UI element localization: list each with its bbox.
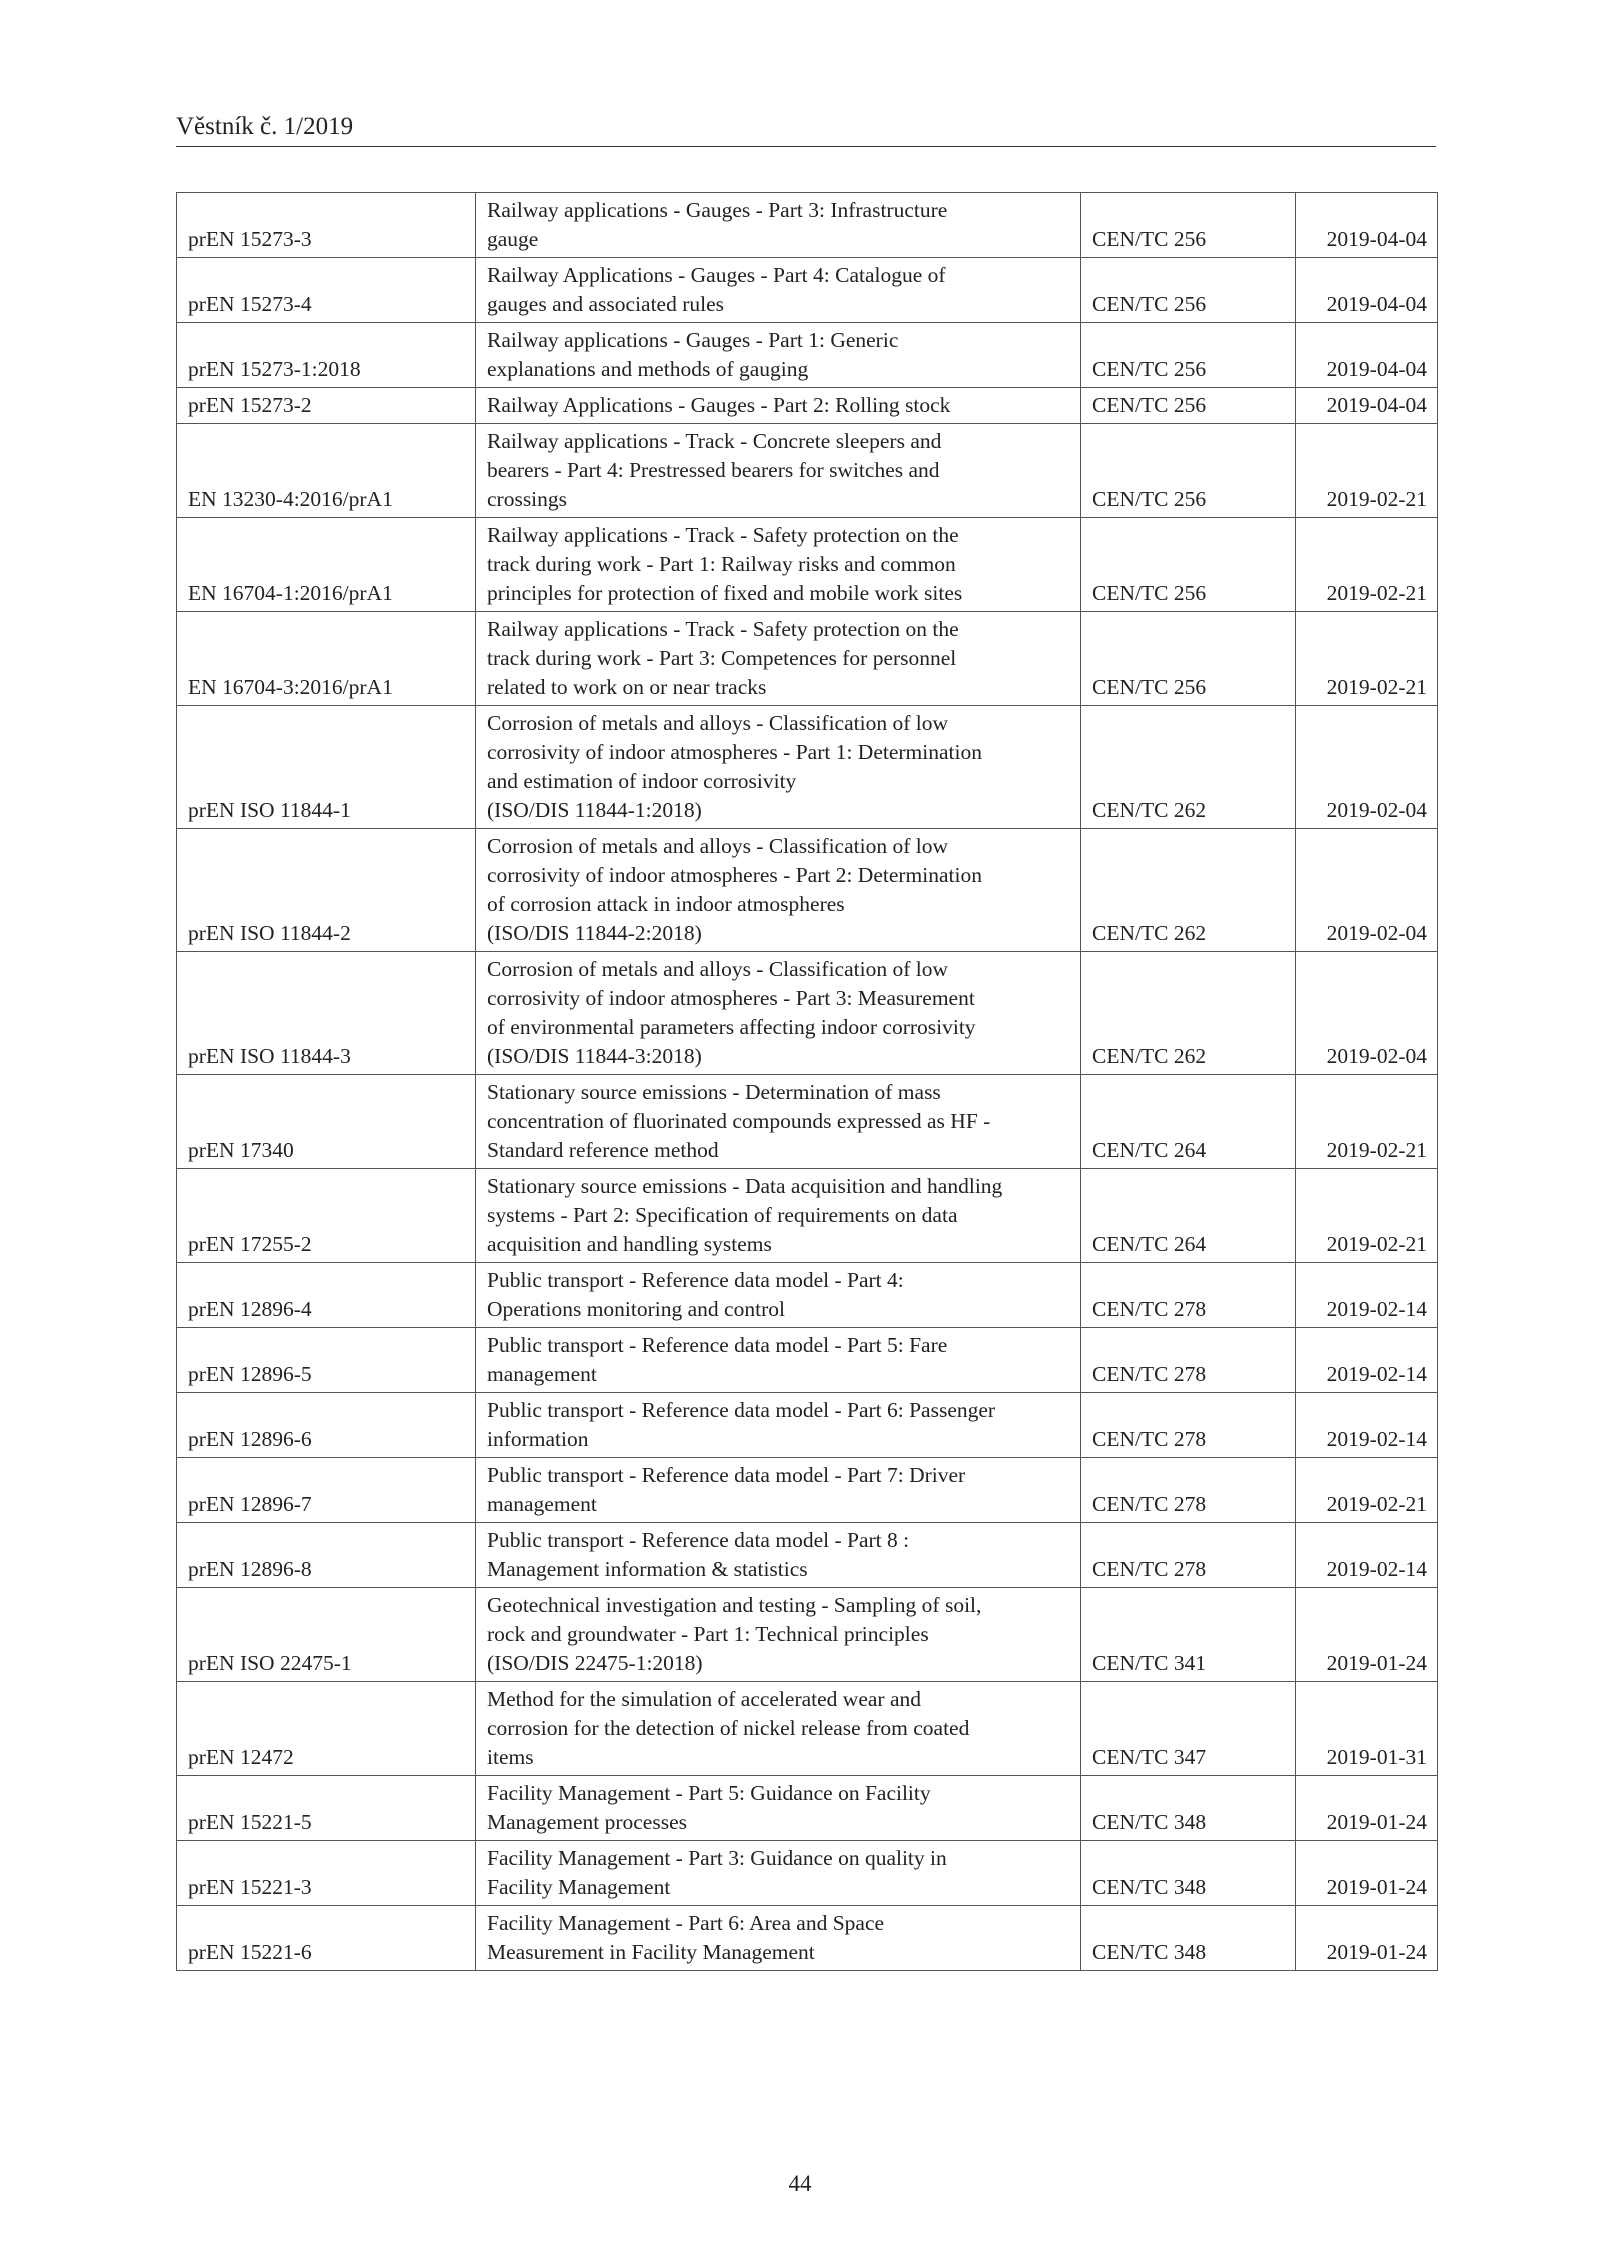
committee-cell: CEN/TC 341: [1081, 1588, 1296, 1682]
date-cell: 2019-04-04: [1296, 323, 1438, 388]
table-row: [177, 1328, 1438, 1393]
standard-title-cell: Geotechnical investigation and testing - Sampling of soil, rock and groundwater - Part 1: Technical principles (ISO/DIS 22475-1:2018): [476, 1588, 1081, 1682]
committee-cell: CEN/TC 256: [1081, 193, 1296, 258]
standard-code-cell: EN 16704-3:2016/prA1: [177, 612, 476, 706]
date-cell: 2019-02-14: [1296, 1393, 1438, 1458]
standards-table-body: [177, 193, 1438, 1971]
date-cell: 2019-04-04: [1296, 258, 1438, 323]
table-row: [177, 1393, 1438, 1458]
standard-title-cell: Railway applications - Track - Concrete sleepers and bearers - Part 4: Prestressed bearers for switches and crossings: [476, 424, 1081, 518]
date-cell: 2019-02-21: [1296, 1458, 1438, 1523]
table-row: [177, 829, 1438, 952]
date-cell: 2019-01-31: [1296, 1682, 1438, 1776]
table-row: [177, 1682, 1438, 1776]
standard-title-cell: Method for the simulation of accelerated wear and corrosion for the detection of nickel release from coated items: [476, 1682, 1081, 1776]
standard-title-cell: Stationary source emissions - Determination of mass concentration of fluorinated compounds expressed as HF - Standard reference method: [476, 1075, 1081, 1169]
standard-code-cell: prEN 15273-1:2018: [177, 323, 476, 388]
standard-title-cell: Facility Management - Part 3: Guidance on quality in Facility Management: [476, 1841, 1081, 1906]
table-row: [177, 258, 1438, 323]
standard-code-cell: prEN 15221-3: [177, 1841, 476, 1906]
date-cell: 2019-02-21: [1296, 612, 1438, 706]
standard-title-cell: Railway Applications - Gauges - Part 4: Catalogue of gauges and associated rules: [476, 258, 1081, 323]
committee-cell: CEN/TC 348: [1081, 1776, 1296, 1841]
date-cell: 2019-04-04: [1296, 388, 1438, 424]
committee-cell: CEN/TC 256: [1081, 323, 1296, 388]
table-row: [177, 1776, 1438, 1841]
committee-cell: CEN/TC 256: [1081, 424, 1296, 518]
date-cell: 2019-02-14: [1296, 1523, 1438, 1588]
standard-title-cell: Public transport - Reference data model - Part 4: Operations monitoring and control: [476, 1263, 1081, 1328]
standard-code-cell: prEN 12896-7: [177, 1458, 476, 1523]
table-row: [177, 1263, 1438, 1328]
table-row: [177, 388, 1438, 424]
committee-cell: CEN/TC 347: [1081, 1682, 1296, 1776]
standard-title-cell: Railway Applications - Gauges - Part 2: Rolling stock: [476, 388, 1081, 424]
date-cell: 2019-01-24: [1296, 1906, 1438, 1971]
standard-code-cell: prEN 12472: [177, 1682, 476, 1776]
table-row: [177, 518, 1438, 612]
standard-title-cell: Public transport - Reference data model - Part 8 : Management information & statistics: [476, 1523, 1081, 1588]
committee-cell: CEN/TC 256: [1081, 518, 1296, 612]
standard-code-cell: prEN 15273-3: [177, 193, 476, 258]
standard-code-cell: EN 13230-4:2016/prA1: [177, 424, 476, 518]
table-row: [177, 612, 1438, 706]
table-row: [177, 1523, 1438, 1588]
date-cell: 2019-02-21: [1296, 424, 1438, 518]
standard-code-cell: prEN 17340: [177, 1075, 476, 1169]
standard-code-cell: prEN ISO 11844-3: [177, 952, 476, 1075]
table-row: [177, 1458, 1438, 1523]
standard-title-cell: Corrosion of metals and alloys - Classification of low corrosivity of indoor atmospheres - Part 3: Measurement of environmental parameters affecting indoor corrosivity (ISO/DIS 11844-3:2018): [476, 952, 1081, 1075]
table-row: [177, 1169, 1438, 1263]
standard-code-cell: prEN 15221-6: [177, 1906, 476, 1971]
standard-title-cell: Railway applications - Gauges - Part 1: Generic explanations and methods of gauging: [476, 323, 1081, 388]
standard-title-cell: Public transport - Reference data model - Part 5: Fare management: [476, 1328, 1081, 1393]
date-cell: 2019-02-14: [1296, 1328, 1438, 1393]
standard-title-cell: Corrosion of metals and alloys - Classification of low corrosivity of indoor atmospheres - Part 1: Determination and estimation of indoor corrosivity (ISO/DIS 11844-1:2018): [476, 706, 1081, 829]
standard-code-cell: EN 16704-1:2016/prA1: [177, 518, 476, 612]
date-cell: 2019-02-04: [1296, 952, 1438, 1075]
standard-code-cell: prEN 12896-4: [177, 1263, 476, 1328]
table-row: [177, 706, 1438, 829]
standard-title-cell: Corrosion of metals and alloys - Classification of low corrosivity of indoor atmospheres - Part 2: Determination of corrosion attack in indoor atmospheres (ISO/DIS 11844-2:2018): [476, 829, 1081, 952]
standard-code-cell: prEN 12896-6: [177, 1393, 476, 1458]
standard-title-cell: Facility Management - Part 6: Area and Space Measurement in Facility Management: [476, 1906, 1081, 1971]
date-cell: 2019-02-14: [1296, 1263, 1438, 1328]
date-cell: 2019-01-24: [1296, 1776, 1438, 1841]
journal-title: Věstník č. 1/2019: [176, 113, 354, 140]
committee-cell: CEN/TC 256: [1081, 258, 1296, 323]
date-cell: 2019-02-04: [1296, 829, 1438, 952]
committee-cell: CEN/TC 348: [1081, 1906, 1296, 1971]
standard-code-cell: prEN ISO 11844-2: [177, 829, 476, 952]
standard-code-cell: prEN 15273-2: [177, 388, 476, 424]
committee-cell: CEN/TC 256: [1081, 612, 1296, 706]
committee-cell: CEN/TC 256: [1081, 388, 1296, 424]
committee-cell: CEN/TC 278: [1081, 1328, 1296, 1393]
committee-cell: CEN/TC 278: [1081, 1523, 1296, 1588]
committee-cell: CEN/TC 348: [1081, 1841, 1296, 1906]
table-row: [177, 193, 1438, 258]
standard-title-cell: Railway applications - Gauges - Part 3: Infrastructure gauge: [476, 193, 1081, 258]
committee-cell: CEN/TC 278: [1081, 1458, 1296, 1523]
table-row: [177, 1906, 1438, 1971]
date-cell: 2019-01-24: [1296, 1841, 1438, 1906]
date-cell: 2019-02-04: [1296, 706, 1438, 829]
page-header: [176, 112, 1436, 147]
standard-title-cell: Railway applications - Track - Safety protection on the track during work - Part 3: Competences for personnel related to work on or near tracks: [476, 612, 1081, 706]
date-cell: 2019-02-21: [1296, 518, 1438, 612]
table-row: [177, 424, 1438, 518]
table-row: [177, 1075, 1438, 1169]
date-cell: 2019-02-21: [1296, 1075, 1438, 1169]
committee-cell: CEN/TC 278: [1081, 1393, 1296, 1458]
standard-code-cell: prEN 12896-8: [177, 1523, 476, 1588]
standard-code-cell: prEN ISO 22475-1: [177, 1588, 476, 1682]
committee-cell: CEN/TC 262: [1081, 829, 1296, 952]
table-row: [177, 1841, 1438, 1906]
page-number: 44: [788, 2171, 812, 2196]
standard-code-cell: prEN 15221-5: [177, 1776, 476, 1841]
standard-title-cell: Public transport - Reference data model - Part 6: Passenger information: [476, 1393, 1081, 1458]
committee-cell: CEN/TC 264: [1081, 1075, 1296, 1169]
table-row: [177, 1588, 1438, 1682]
committee-cell: CEN/TC 264: [1081, 1169, 1296, 1263]
standard-code-cell: prEN 17255-2: [177, 1169, 476, 1263]
standard-title-cell: Stationary source emissions - Data acquisition and handling systems - Part 2: Specification of requirements on data acquisition and handling systems: [476, 1169, 1081, 1263]
standard-title-cell: Facility Management - Part 5: Guidance on Facility Management processes: [476, 1776, 1081, 1841]
standards-table: [176, 192, 1438, 1971]
table-row: [177, 323, 1438, 388]
committee-cell: CEN/TC 262: [1081, 706, 1296, 829]
standard-code-cell: prEN 12896-5: [177, 1328, 476, 1393]
committee-cell: CEN/TC 262: [1081, 952, 1296, 1075]
date-cell: 2019-02-21: [1296, 1169, 1438, 1263]
committee-cell: CEN/TC 278: [1081, 1263, 1296, 1328]
standard-code-cell: prEN ISO 11844-1: [177, 706, 476, 829]
standard-title-cell: Public transport - Reference data model - Part 7: Driver management: [476, 1458, 1081, 1523]
standard-code-cell: prEN 15273-4: [177, 258, 476, 323]
date-cell: 2019-04-04: [1296, 193, 1438, 258]
table-row: [177, 952, 1438, 1075]
date-cell: 2019-01-24: [1296, 1588, 1438, 1682]
standard-title-cell: Railway applications - Track - Safety protection on the track during work - Part 1: Railway risks and common principles for protection of fixed and mobile work sites: [476, 518, 1081, 612]
